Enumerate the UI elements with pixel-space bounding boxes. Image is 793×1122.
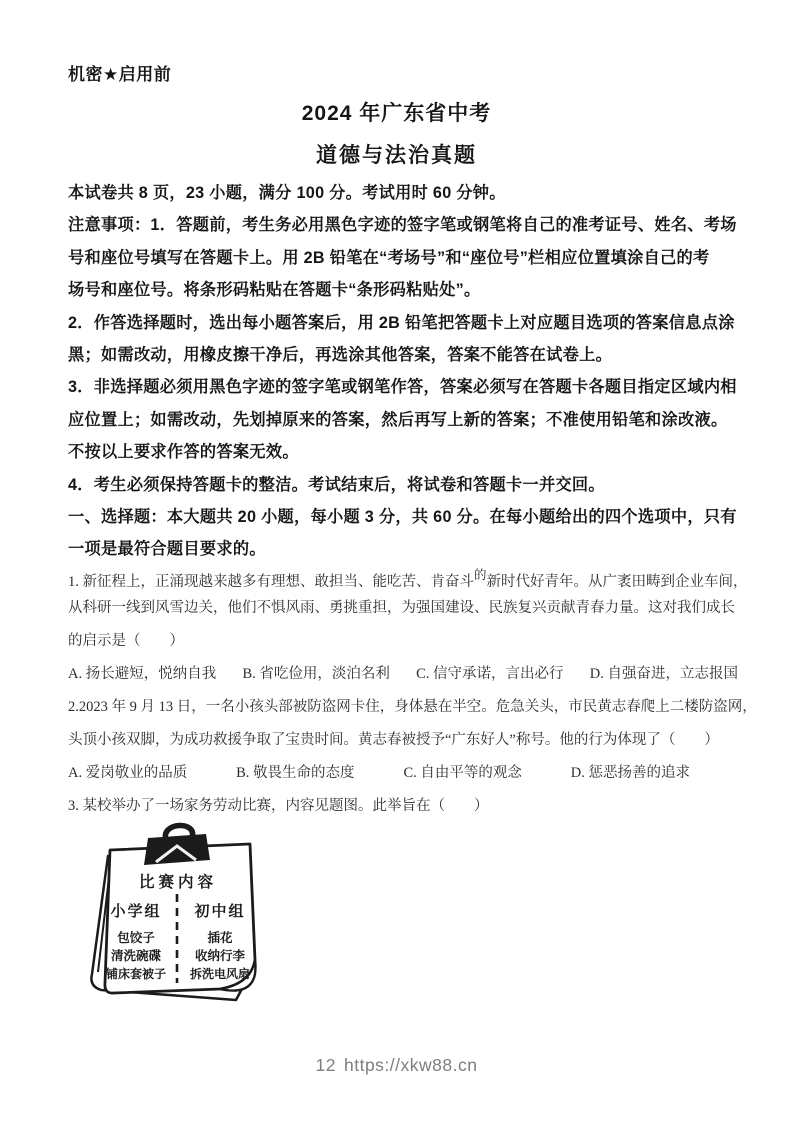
note-right-header: 初中组	[194, 904, 246, 920]
question-1-superscript: 的	[474, 568, 487, 582]
notice-line: 号和座位号填写在答题卡上。用 2B 铅笔在“考场号”和“座位号”栏相应位置填涂自己的考	[68, 248, 710, 267]
note-left-item: 铺床套被子	[105, 967, 167, 981]
notice-line: 应位置上；如需改动，先划掉原来的答案，然后再写上新的答案；不准使用铅笔和涂改液。	[68, 410, 728, 429]
page-subtitle: 道德与法治真题	[316, 144, 477, 167]
question-1-options	[68, 658, 738, 691]
option-d: D. 自强奋进，立志报国	[589, 666, 738, 682]
notice-line: 一项是最符合题目要求的。	[68, 540, 266, 559]
question-2-options	[68, 757, 690, 790]
note-right-item: 收纳行李	[194, 949, 246, 963]
notice-line: 不按以上要求作答的答案无效。	[68, 443, 299, 462]
note-title: 比赛内容	[138, 874, 218, 891]
confidential-label: 机密★启用前	[68, 65, 172, 84]
note-right-item: 插花	[207, 931, 233, 945]
question-2-line-1: 2.2023 年 9 月 13 日，一名小孩头部被防盗网卡住，身体悬在半空。危急关头，市民黄志春爬上二楼防盗网，	[68, 699, 757, 715]
option-c: C. 自由平等的观念	[403, 765, 522, 781]
binder-clip-icon	[144, 825, 210, 865]
option-b: B. 敬畏生命的态度	[236, 765, 355, 781]
notice-line: 2．作答选择题时，选出每小题答案后，用 2B 铅笔把答题卡上对应题目选项的答案信息点涂	[68, 313, 735, 332]
option-d: D. 惩恶扬善的追求	[570, 765, 690, 781]
notepad-illustration	[86, 820, 266, 1012]
questions-block	[68, 559, 757, 823]
note-right-item: 拆洗电风扇	[189, 967, 251, 981]
page-footer	[0, 1055, 793, 1076]
exam-notice-block	[68, 177, 737, 566]
notice-line: 场号和座位号。将条形码粘贴在答题卡“条形码粘贴处”。	[68, 281, 481, 300]
page-title: 2024 年广东省中考	[301, 102, 492, 125]
option-c: C. 信守承诺，言出必行	[416, 666, 564, 682]
option-a: A. 扬长避短，悦纳自我	[68, 666, 217, 682]
question-2-line-2: 头顶小孩双脚，为成功救援争取了宝贵时间。黄志春被授予“广东好人”称号。他的行为体现了（ ）	[68, 732, 719, 748]
notice-line: 3．非选择题必须用黑色字迹的签字笔或钢笔作答，答案必须写在答题卡各题目指定区域内相	[68, 378, 737, 397]
page-number: 12	[315, 1055, 336, 1075]
footer-url-link[interactable]: https://xkw88.cn	[343, 1055, 478, 1075]
question-1-line-1	[68, 559, 748, 592]
notice-line: 注意事项：1．答题前，考生务必用黑色字迹的签字笔或钢笔将自己的准考证号、姓名、考场	[68, 216, 737, 235]
notice-line: 黑；如需改动，用橡皮擦干净后，再选涂其他答案，答案不能答在试卷上。	[68, 345, 613, 364]
notice-line: 一、选择题：本大题共 20 小题，每小题 3 分，共 60 分。在每小题给出的四个选项中，只有	[68, 507, 737, 526]
notice-line: 4．考生必须保持答题卡的整洁。考试结束后，将试卷和答题卡一并交回。	[68, 475, 605, 494]
question-1-text-pre: 1. 新征程上，正涌现越来越多有理想、敢担当、能吃苦、肯奋斗	[68, 574, 474, 590]
option-a: A. 爱岗敬业的品质	[68, 765, 188, 781]
note-left-item: 包饺子	[117, 931, 155, 945]
question-1-line-3: 的启示是（ ）	[68, 633, 184, 649]
question-3-text: 3. 某校举办了一场家务劳动比赛，内容见题图。此举旨在（ ）	[68, 798, 489, 814]
question-1-line-2: 从科研一线到风雪边关，他们不惧风雨、勇挑重担，为强国建设、民族复兴贡献青春力量。这对我们成长	[68, 600, 735, 616]
option-b: B. 省吃俭用，淡泊名利	[242, 666, 390, 682]
question-1-text-post: 新时代好青年。从广袤田畴到企业车间，	[486, 574, 748, 590]
note-left-item: 清洗碗碟	[110, 949, 162, 963]
note-left-header: 小学组	[110, 904, 162, 920]
notice-line: 本试卷共 8 页，23 小题，满分 100 分。考试用时 60 分钟。	[68, 184, 506, 202]
